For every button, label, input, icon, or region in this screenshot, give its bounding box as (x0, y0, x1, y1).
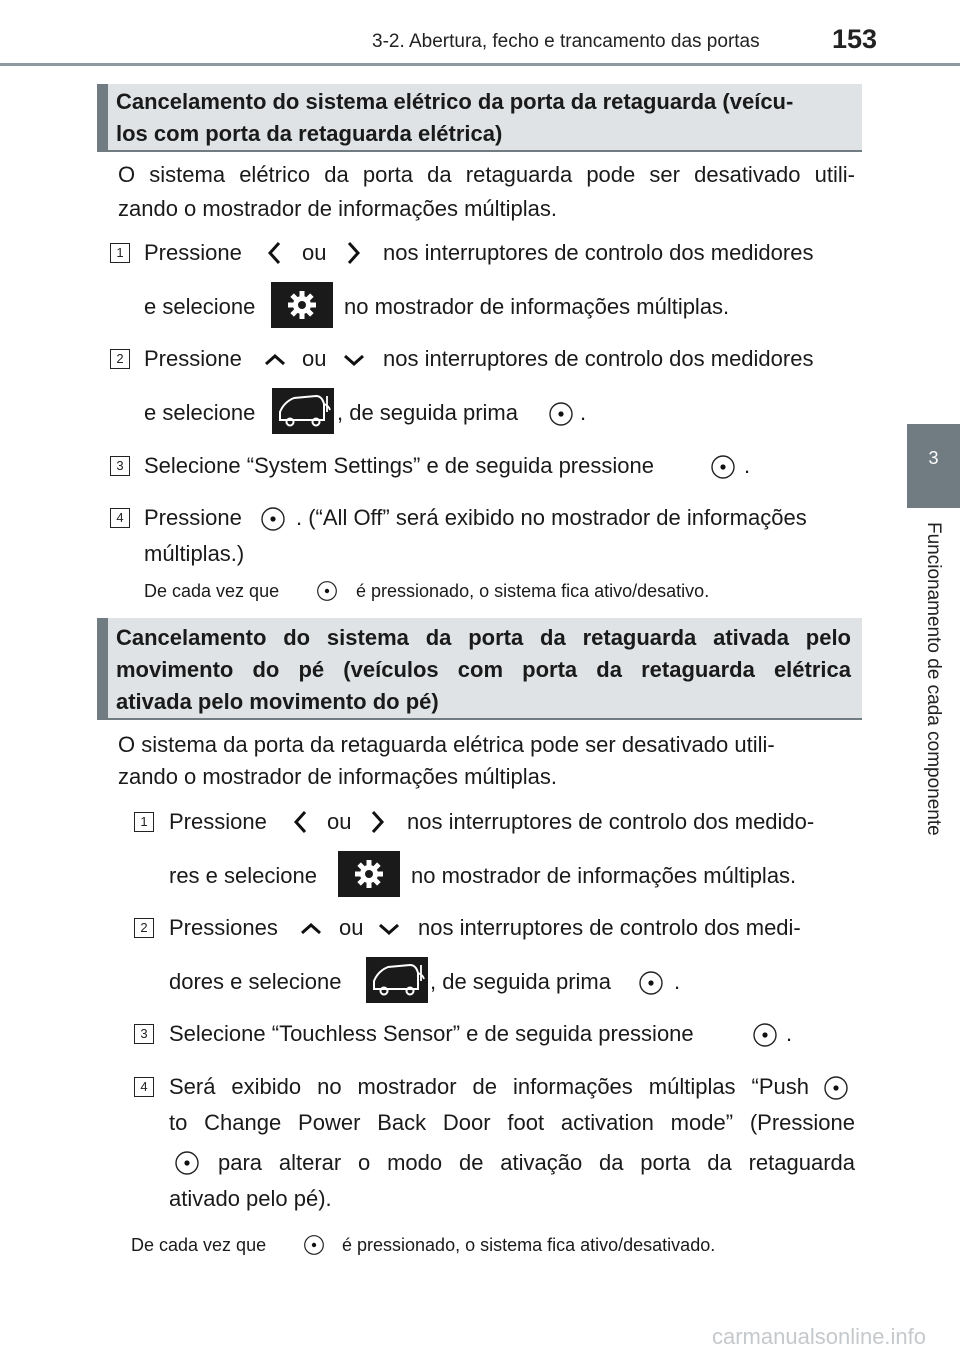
section-1-header-rule (97, 150, 862, 152)
step-text: Pressione (169, 809, 267, 834)
chevron-right-icon (364, 807, 390, 837)
chevron-left-icon (262, 238, 288, 268)
ok-button-icon (752, 1022, 778, 1048)
gear-icon (271, 282, 333, 328)
ok-button-icon (548, 401, 574, 427)
step-text: nos interruptores de controlo dos medido- (407, 809, 815, 834)
step-text: ou (302, 240, 327, 265)
section-1-title-line-2: los com porta da retaguarda elétrica) (116, 121, 503, 146)
step-text: Pressiones (169, 915, 278, 940)
step-number: 2 (134, 918, 154, 938)
ok-button-icon (303, 1234, 325, 1256)
watermark: carmanualsonline.info (712, 1324, 927, 1349)
step-number: 1 (110, 243, 130, 263)
step-text: . (744, 453, 751, 478)
note-text: De cada vez que (144, 581, 280, 601)
note-text: é pressionado, o sistema fica ativo/desativado. (342, 1235, 716, 1255)
step-text: to Change Power Back Door foot activation mode” (Pressione (169, 1110, 855, 1135)
section-heading: 3-2. Abertura, fecho e trancamento das portas (372, 31, 760, 52)
chapter-label: Funcionamento de cada componente (923, 522, 944, 836)
step-text: . (“All Off” será exibido no mostrador de informações (296, 505, 807, 530)
step-text: , de seguida prima (337, 400, 518, 425)
step-text: e selecione (144, 400, 256, 425)
note-text: é pressionado, o sistema fica ativo/desativo. (356, 581, 710, 601)
note-text: De cada vez que (131, 1235, 267, 1255)
chapter-number: 3 (928, 448, 939, 468)
page-number: 153 (832, 24, 878, 54)
section-2-title-line-2: movimento do pé (veículos com porta da retaguarda elétrica (116, 657, 851, 682)
step-text: ou (327, 809, 352, 834)
ok-button-icon (174, 1150, 200, 1176)
step-text: nos interruptores de controlo dos medidores (383, 240, 814, 265)
step-text: nos interruptores de controlo dos medidores (383, 346, 814, 371)
ok-button-icon (316, 580, 338, 602)
chevron-up-icon (260, 350, 290, 370)
section-2-intro-line-2: zando o mostrador de informações múltiplas. (118, 764, 557, 789)
section-1-intro-line-2: zando o mostrador de informações múltiplas. (118, 196, 557, 221)
step-number: 3 (134, 1024, 154, 1044)
section-1-title-line-1: Cancelamento do sistema elétrico da porta da retaguarda (veícu- (116, 89, 794, 114)
step-number: 4 (134, 1077, 154, 1097)
section-2-title-line-3: ativada pelo movimento do pé) (116, 689, 439, 714)
step-text: Pressione (144, 240, 242, 265)
ok-button-icon (638, 970, 664, 996)
step-text: nos interruptores de controlo dos medi- (418, 915, 801, 940)
chevron-left-icon (288, 807, 314, 837)
car-back-door-icon (272, 388, 334, 434)
step-text: para alterar o modo de ativação da porta da retaguarda (218, 1150, 855, 1175)
step-text: múltiplas.) (144, 541, 245, 566)
chevron-right-icon (340, 238, 366, 268)
section-1-intro-line-1: O sistema elétrico da porta da retaguarda pode ser desativado utili- (118, 162, 855, 187)
ok-button-icon (823, 1075, 849, 1101)
section-2-header-rule (97, 718, 862, 720)
ok-button-icon (710, 454, 736, 480)
chevron-down-icon (374, 919, 404, 939)
ok-button-icon (260, 506, 286, 532)
step-text: ativado pelo pé). (169, 1186, 332, 1211)
step-number: 2 (110, 349, 130, 369)
chevron-down-icon (339, 350, 369, 370)
step-text: . (674, 969, 681, 994)
step-text: Pressione (144, 505, 242, 530)
header-divider (0, 63, 960, 66)
step-number: 3 (110, 456, 130, 476)
step-number: 1 (134, 812, 154, 832)
step-number: 4 (110, 508, 130, 528)
step-text: no mostrador de informações múltiplas. (344, 294, 730, 319)
step-text: Selecione “System Settings” e de seguida pressione (144, 453, 654, 478)
step-text: ou (302, 346, 327, 371)
car-back-door-icon (366, 957, 428, 1003)
step-text: Selecione “Touchless Sensor” e de seguida pressione (169, 1021, 694, 1046)
step-text: ou (339, 915, 364, 940)
step-text: no mostrador de informações múltiplas. (411, 863, 797, 888)
step-text: . (786, 1021, 793, 1046)
step-text: Pressione (144, 346, 242, 371)
step-text: , de seguida prima (430, 969, 611, 994)
gear-icon (338, 851, 400, 897)
section-2-title-line-1: Cancelamento do sistema da porta da retaguarda ativada pelo (116, 625, 851, 650)
step-text: res e selecione (169, 863, 317, 888)
step-text: dores e selecione (169, 969, 342, 994)
section-2-intro-line-1: O sistema da porta da retaguarda elétrica pode ser desativado utili- (118, 732, 775, 757)
step-text: Será exibido no mostrador de informações múltiplas “Push (169, 1074, 809, 1099)
step-text: e selecione (144, 294, 256, 319)
chevron-up-icon (296, 919, 326, 939)
step-text: . (580, 400, 587, 425)
